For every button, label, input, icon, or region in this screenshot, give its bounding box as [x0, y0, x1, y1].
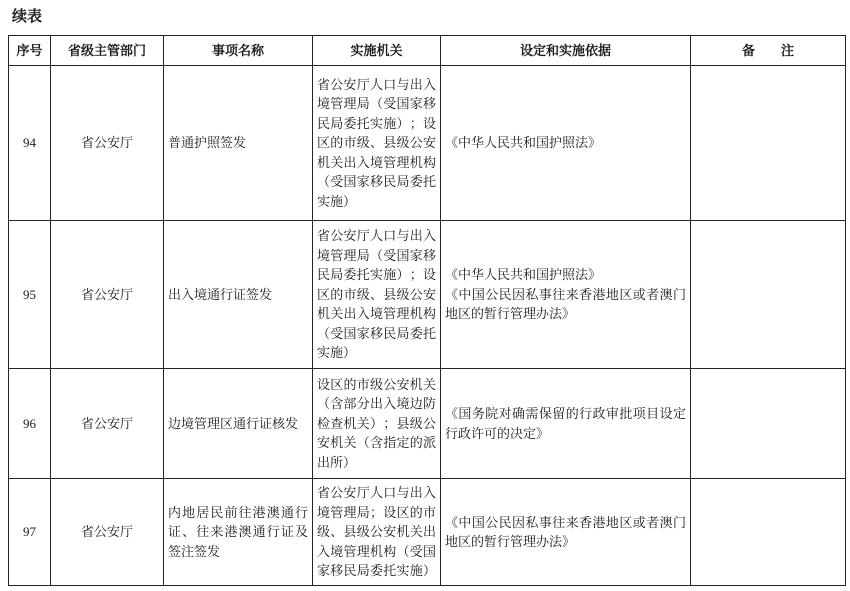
basis-line: 地区的暂行管理办法》 — [445, 306, 576, 322]
item-name-cell — [164, 66, 313, 221]
header-row — [9, 36, 846, 66]
agency-line: 境管理局（受国家移 — [317, 247, 436, 263]
item-name-line: 内地居民前往港澳通行 — [168, 504, 308, 520]
agency-line: （含部分出入境边防 — [317, 396, 436, 412]
agency-cell — [313, 479, 441, 586]
basis-line: 《中华人民共和国护照法》 — [445, 267, 602, 283]
agency-line: 境管理局（受国家移 — [317, 96, 436, 112]
item-name-cell — [164, 221, 313, 369]
table-row — [9, 479, 846, 586]
basis-line: 《中国公民因私事往来香港地区或者澳门 — [445, 514, 686, 530]
administrative-permit-table — [8, 35, 846, 586]
basis-line: 行政许可的决定》 — [445, 425, 550, 441]
table-header — [9, 36, 846, 66]
item-name-cell — [164, 479, 313, 586]
agency-line: 实施） — [317, 193, 357, 209]
remarks-cell — [691, 479, 846, 586]
item-name-cell — [164, 369, 313, 479]
agency-line: 实施） — [317, 345, 357, 361]
basis-cell — [441, 369, 691, 479]
agency-line: 省公安厅人口与出入 — [317, 485, 436, 501]
item-name-line: 签注签发 — [168, 543, 221, 559]
table-body — [9, 66, 846, 586]
agency-line: 机关出入境管理机构 — [317, 154, 436, 170]
agency-line: （受国家移民局委托 — [317, 174, 436, 190]
table-row — [9, 369, 846, 479]
basis-line: 《国务院对确需保留的行政审批项目设定 — [445, 406, 686, 421]
seq-cell: 94 — [9, 66, 51, 221]
agency-line: 家移民局委托实施） — [317, 563, 436, 579]
agency-line: 出所） — [317, 454, 357, 470]
agency-line: 区的市级、县级公安 — [317, 135, 436, 151]
table-row — [9, 221, 846, 369]
item-name-line: 证、往来港澳通行证及 — [168, 524, 308, 540]
agency-line: 民局委托实施）；设 — [317, 115, 436, 131]
agency-cell — [313, 221, 441, 369]
header-basis: 设定和实施依据 — [441, 36, 691, 66]
header-remarks: 备 注 — [691, 36, 846, 66]
agency-line: 入境管理机构（受国 — [317, 543, 436, 559]
agency-cell — [313, 369, 441, 479]
agency-line: 安机关（含指定的派 — [317, 435, 436, 451]
agency-line: 区的市级、县级公安 — [317, 286, 436, 302]
department-cell: 省公安厅 — [51, 369, 164, 479]
department-cell: 省公安厅 — [51, 66, 164, 221]
seq-cell: 97 — [9, 479, 51, 586]
agency-line: 设区的市级公安机关 — [317, 376, 436, 392]
table-row — [9, 66, 846, 221]
basis-line: 《中国公民因私事往来香港地区或者澳门 — [445, 286, 686, 302]
header-seq: 序号 — [9, 36, 51, 66]
basis-line: 地区的暂行管理办法》 — [445, 534, 576, 549]
item-name-line: 出入境通行证签发 — [168, 286, 273, 302]
header-department: 省级主管部门 — [51, 36, 164, 66]
basis-cell — [441, 479, 691, 586]
agency-line: 机关出入境管理机构 — [317, 306, 436, 322]
basis-cell — [441, 66, 691, 221]
header-agency: 实施机关 — [313, 36, 441, 66]
basis-cell — [441, 221, 691, 369]
agency-line: 境管理局；设区的市 — [317, 504, 436, 520]
remarks-cell — [691, 66, 846, 221]
basis-line: 《中华人民共和国护照法》 — [445, 135, 602, 151]
table-continuation-label: 续表 — [12, 8, 43, 25]
item-name-line: 普通护照签发 — [168, 135, 247, 151]
agency-line: 省公安厅人口与出入 — [317, 228, 436, 244]
department-cell: 省公安厅 — [51, 221, 164, 369]
agency-line: 民局委托实施）；设 — [317, 267, 436, 283]
agency-line: 检查机关）；县级公 — [317, 415, 436, 431]
seq-cell: 95 — [9, 221, 51, 369]
seq-cell: 96 — [9, 369, 51, 479]
agency-cell — [313, 66, 441, 221]
remarks-cell — [691, 369, 846, 479]
agency-line: （受国家移民局委托 — [317, 325, 436, 341]
agency-line: 省公安厅人口与出入 — [317, 76, 436, 92]
remarks-cell — [691, 221, 846, 369]
agency-line: 级、县级公安机关出 — [317, 524, 436, 540]
item-name-line: 边境管理区通行证核发 — [168, 415, 299, 431]
header-item-name: 事项名称 — [164, 36, 313, 66]
department-cell: 省公安厅 — [51, 479, 164, 586]
